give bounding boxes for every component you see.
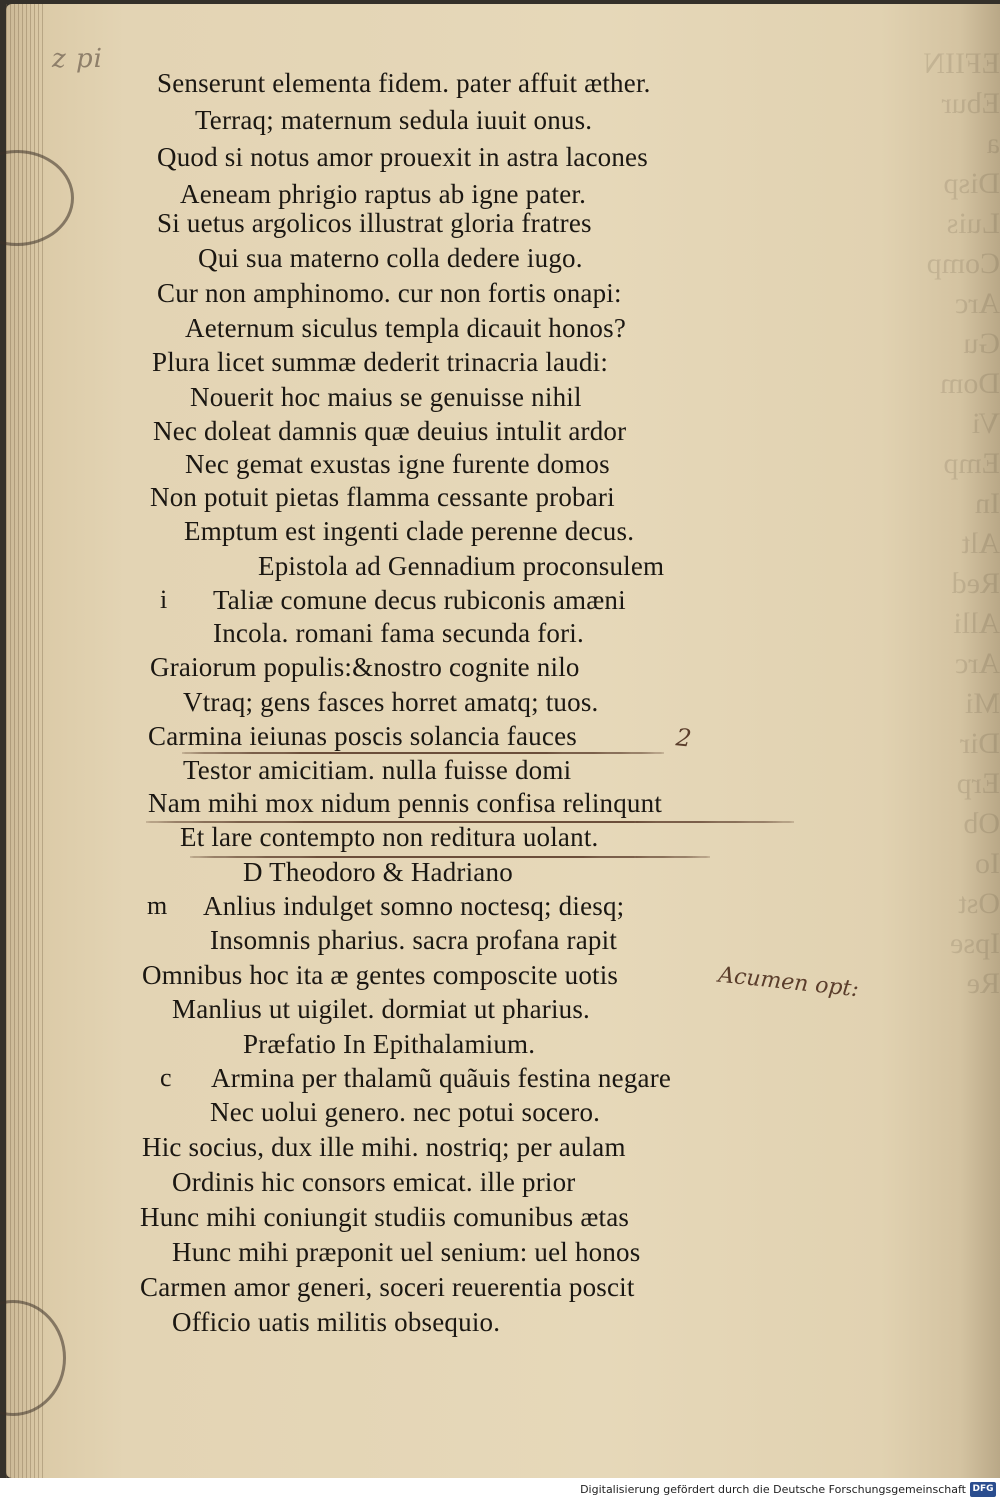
funding-credit: Digitalisierung gefördert durch die Deutsche Forschungsgemeinschaft bbox=[580, 1483, 966, 1496]
marginal-annotation: Acumen opt: bbox=[717, 962, 860, 1003]
text-line: Nouerit hoc maius se genuisse nihil bbox=[190, 382, 582, 412]
text-line: Incola. romani fama secunda fori. bbox=[213, 618, 584, 648]
text-line: Si uetus argolicos illustrat gloria fratres bbox=[157, 208, 592, 238]
section-heading: Epistola ad Gennadium proconsulem bbox=[258, 551, 665, 581]
text-line: Ordinis hic consors emicat. ille prior bbox=[172, 1167, 576, 1197]
handwritten-underline bbox=[182, 752, 664, 754]
text-line: Plura licet summæ dederit trinacria laudi: bbox=[152, 347, 609, 377]
text-line: Quod si notus amor prouexit in astra lacones bbox=[157, 142, 648, 172]
text-line: Qui sua materno colla dedere iugo. bbox=[198, 243, 583, 273]
text-line: Hunc mihi præponit uel senium: uel honos bbox=[172, 1237, 641, 1267]
section-heading: D Theodoro & Hadriano bbox=[243, 857, 513, 887]
guide-letter: m bbox=[147, 891, 168, 920]
text-line: Armina per thalamũ quãuis festina negare bbox=[211, 1063, 672, 1093]
underlined-text-line: Carmina ieiunas poscis solancia fauces bbox=[148, 721, 577, 751]
bleed-through-texture: EFIIN Ebur a Disp Luis Comp Arc Gu Dom Vi Emp In Alt Red Alli Arc Mi Dir Erp Ob Io Ost Ipse Re bbox=[923, 47, 1000, 1000]
footer-bar bbox=[0, 1478, 1000, 1503]
text-line: Omnibus hoc ita æ gentes composcite uotis bbox=[142, 960, 619, 990]
text-line: Cur non amphinomo. cur non fortis onapi: bbox=[157, 278, 622, 308]
text-line: Non potuit pietas flamma cessante probari bbox=[150, 482, 615, 512]
text-line: Taliæ comune decus rubiconis amæni bbox=[213, 585, 626, 615]
text-line: Senserunt elementa fidem. pater affuit æther. bbox=[157, 68, 651, 98]
text-line: Carmen amor generi, soceri reuerentia poscit bbox=[140, 1272, 635, 1302]
text-line: Aeneam phrigio raptus ab igne pater. bbox=[180, 179, 587, 209]
text-line: Vtraq; gens fasces horret amatq; tuos. bbox=[183, 687, 599, 717]
text-line: Nec uolui genero. nec potui socero. bbox=[210, 1097, 601, 1127]
folio-mark: z pi bbox=[52, 44, 103, 74]
text-line: Hunc mihi coniungit studiis comunibus ætas bbox=[140, 1202, 630, 1232]
guide-letter: c bbox=[160, 1063, 172, 1092]
text-line: Insomnis pharius. sacra profana rapit bbox=[210, 925, 618, 955]
text-line: Nec gemat exustas igne furente domos bbox=[185, 449, 610, 479]
text-line: Testor amicitiam. nulla fuisse domi bbox=[183, 755, 572, 785]
underlined-text-line: Nam mihi mox nidum pennis confisa relinqunt bbox=[148, 788, 663, 818]
text-line: Nec doleat damnis quæ deuius intulit ardor bbox=[153, 416, 627, 446]
guide-letter: i bbox=[160, 585, 168, 614]
text-line: Aeternum siculus templa dicauit honos? bbox=[185, 313, 626, 343]
text-line: Emptum est ingenti clade perenne decus. bbox=[184, 516, 635, 546]
handwritten-underline bbox=[190, 856, 710, 858]
text-line: Manlius ut uigilet. dormiat ut pharius. bbox=[172, 994, 591, 1024]
text-line: Hic socius, dux ille mihi. nostriq; per aulam bbox=[142, 1132, 626, 1162]
text-line: Terraq; maternum sedula iuuit onus. bbox=[195, 105, 593, 135]
handwritten-underline bbox=[146, 821, 794, 823]
dfg-logo-icon: DFG bbox=[970, 1482, 996, 1497]
marginal-mark: 2 bbox=[674, 723, 693, 753]
text-line: Anlius indulget somno noctesq; diesq; bbox=[203, 891, 625, 921]
text-line: Officio uatis militis obsequio. bbox=[172, 1307, 501, 1337]
text-line: Graiorum populis:&nostro cognite nilo bbox=[150, 652, 580, 682]
section-heading: Præfatio In Epithalamium. bbox=[243, 1029, 536, 1059]
underlined-text-line: Et lare contempto non reditura uolant. bbox=[180, 822, 599, 852]
